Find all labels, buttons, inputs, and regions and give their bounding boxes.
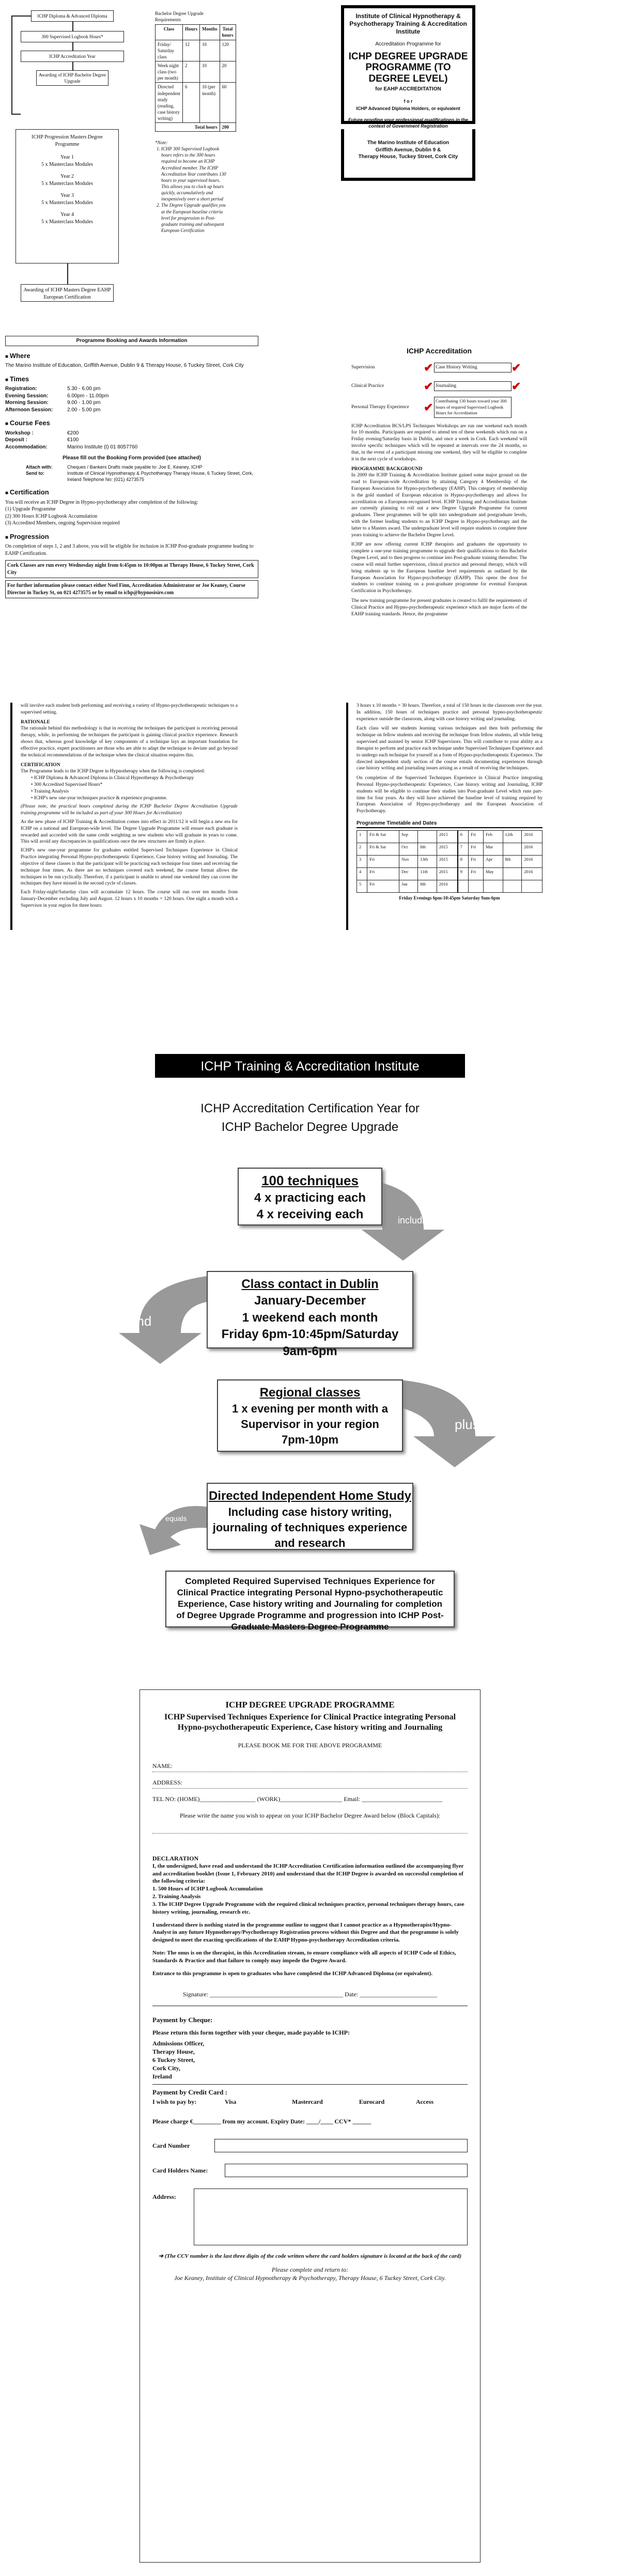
booking-header: Programme Booking and Awards Information [5, 336, 258, 346]
list-item: • 300 Accredited Supervised Hours* [31, 782, 238, 788]
cover-programme-label: Accreditation Programme for [375, 41, 441, 47]
check-icon: ✔ [424, 361, 433, 374]
cover-for-label: f o r [404, 98, 413, 104]
address-label: ADDRESS: [152, 1779, 183, 1787]
flow-box-diploma: ICHP Diploma & Advanced Diploma [31, 10, 114, 22]
accreditation-item: Journaling [434, 381, 512, 391]
background-body: The new training programme for present graduates is created to fulfil the requirements of Clinical Practice and Hypno-psychotherapeutic experience which are major facets of the EAHP training standards. Hence, the programme [351, 598, 527, 617]
timetable-cell [503, 843, 522, 855]
accreditation-item: Case History Writing [434, 363, 512, 373]
fee-label: Accommodation: [5, 444, 48, 450]
list-item: • Training Analysis [31, 788, 238, 795]
timetable-cell: 6 [458, 830, 469, 843]
booking-panel [5, 336, 258, 598]
cover-holders: ICHP Advanced Diploma Holders, or equivalent [356, 105, 460, 111]
timetable-cell: 8th [418, 880, 437, 892]
cover-address [341, 129, 475, 181]
cover-title: ICHP DEGREE UPGRADE PROGRAMME (TO DEGREE LEVEL) [348, 51, 468, 85]
flow-box-accreditation-year: ICHP Accreditation Year [21, 51, 124, 62]
send-text: Institute of Clinical Hypnotherapy & Psychotherapy Therapy House, 6 Tuckey Street, Cork, Ireland Telephone No: (021) 4273575 [67, 470, 254, 482]
year-label: Year 1 [60, 154, 74, 160]
timetable-cell: May [484, 867, 503, 880]
panel-heading: Directed Independent Home Study [208, 1489, 412, 1503]
accreditation-title: ICHP Accreditation [406, 347, 472, 355]
panel-line: Including case history writing, journaling of techniques experience and research [212, 1506, 408, 1549]
timetable-cell: 8 [458, 855, 469, 867]
page-1 [0, 0, 620, 129]
accreditation-item: Supervision [351, 365, 375, 370]
cork-note: Cork Classes are run every Wednesday night from 6:45pm to 10:00pm at Therapy House, 6 Tuckey Street, Cork City [5, 560, 258, 578]
progression-year [20, 192, 114, 206]
address-field[interactable] [152, 1778, 468, 1789]
card-wish-label: I wish to pay by: [152, 2098, 197, 2106]
total-label: Total hours [156, 123, 220, 132]
timetable-cell: 11th [418, 867, 437, 880]
holder-row [152, 2164, 468, 2177]
timetable-cell [522, 880, 542, 892]
table-header: Months [200, 25, 220, 40]
certification-title: CERTIFICATION [21, 762, 60, 768]
body-text: 3 hours x 10 months = 30 hours. Therefore, a total of 150 hours in the classroom over the year. In addition, 150 hours of techniques practice and personal hypno-psychotherapeutic experience outside the classroom, along with case history writing and journaling. [357, 703, 542, 722]
attach-label: Attach with: [26, 464, 53, 470]
year-label: Year 4 [60, 212, 74, 218]
tel-field[interactable]: TEL NO: (HOME)__________________ (WORK)____________________ Email: __________________________ [152, 1795, 443, 1803]
timetable-footer: Friday Evenings 6pm-10:45pm Saturday 9am-6pm [399, 895, 500, 901]
timetable-cell: 2016 [522, 830, 542, 843]
year-modules: 5 x Masterclass Modules [41, 219, 93, 225]
accreditation-row [351, 397, 527, 417]
time-value: 6.00pm - 11.00pm [67, 393, 109, 399]
table-cell: 12 [182, 40, 199, 61]
timetable-cell: 8th [418, 843, 437, 855]
accreditation-item: Personal Therapy Experience [351, 405, 409, 410]
form-book-line: PLEASE BOOK ME FOR THE ABOVE PROGRAMME [238, 1741, 382, 1749]
panel-heading: Class contact in Dublin [241, 1277, 379, 1291]
card-address-label: Address: [152, 2193, 176, 2201]
holder-field[interactable] [225, 2164, 468, 2177]
fees-title: ■ Course Fees [5, 418, 258, 428]
table-row [156, 61, 236, 82]
signature-field[interactable]: Signature: ___________________________________________ Date: _________________________ [182, 1990, 438, 1998]
holder-label: Card Holders Name: [152, 2167, 208, 2175]
timetable-row [357, 830, 542, 843]
form-subtitle: ICHP Supervised Techniques Experience for Clinical Practice integrating Personal Hypno-psychotherapeutic Experience, Case history writing and Journaling [164, 1712, 456, 1732]
attach-row [26, 464, 258, 483]
table-cell: 10 [200, 40, 220, 61]
address-line: Cork City, [152, 2065, 180, 2072]
panel-line: 7pm-10pm [281, 1433, 339, 1446]
year-label: Year 2 [60, 174, 74, 179]
timetable-cell: 8th [503, 855, 522, 867]
flow-connector [11, 15, 31, 17]
flow-connector [72, 22, 73, 31]
year-modules: 5 x Masterclass Modules [41, 180, 93, 187]
timetable-cell [503, 867, 522, 880]
background-title: PROGRAMME BACKGROUND [351, 466, 423, 472]
declaration-intro: I, the undersigned, have read and understand the ICHP Accreditation Certification information outlined the accompanying flyer and accreditation booklet (Issue 1, February 2010) and understand that the ICHP Degree is awarded on successful completion of the following criteria: [152, 1863, 464, 1885]
card-number-field[interactable] [214, 2139, 468, 2152]
timetable-row [357, 867, 542, 880]
accreditation-panel [351, 346, 527, 617]
timetable-cell: 2015 [437, 867, 457, 880]
card-title: Payment by Credit Card : [152, 2088, 227, 2096]
progression-year [20, 211, 114, 225]
card-number-row [152, 2139, 468, 2152]
timetable-cell: 9 [458, 867, 469, 880]
arrow-right-icon: ➔ [158, 2253, 165, 2260]
timetable-cell: Fri [469, 843, 484, 855]
booking-form [140, 1689, 481, 2563]
timetable-cell: Fri [469, 830, 484, 843]
timetable-cell: 1 [357, 830, 367, 843]
flow-connector [11, 15, 12, 114]
time-label: Afternoon Session: [5, 407, 53, 413]
check-icon: ✔ [512, 379, 521, 393]
card-options [152, 2098, 468, 2106]
fees-list [5, 430, 258, 451]
table-cell: Directed independent study (reading, case history writing) [156, 83, 183, 123]
table-header-row [156, 25, 236, 40]
notes-block [155, 139, 227, 234]
arrow-shape-plus [393, 1379, 496, 1467]
table-row [156, 40, 236, 61]
timetable-cell: Nov [399, 855, 418, 867]
send-label: Send to: [26, 470, 44, 476]
table-header: Class [156, 25, 183, 40]
timetable-cell: Fri [367, 867, 399, 880]
panel-line: 1 x evening per month with a Supervisor in your region [232, 1402, 388, 1431]
where-title: ■ Where [5, 351, 258, 361]
address-line: Griffith Avenue, Dublin 9 & [375, 147, 441, 153]
page3-left-column [21, 703, 238, 909]
page4-title-line2: ICHP Bachelor Degree Upgrade [221, 1120, 399, 1134]
timetable-cell: 2016 [522, 867, 542, 880]
attach-text: Cheques / Bankers Drafts made payable to: Joe E. Keaney, ICHP [67, 464, 203, 470]
timetable-cell: Fri [469, 855, 484, 867]
table-cell: 10 [200, 61, 220, 82]
table-cell: 20 [220, 61, 236, 82]
times-title: ■ Times [5, 375, 258, 384]
card-address-field[interactable] [194, 2189, 468, 2245]
flow-connector [67, 263, 68, 284]
timetable-row [357, 880, 542, 892]
timetable-cell: Sep [399, 830, 418, 843]
note-item: 1. ICHP 300 Supervised Logbook hours refers to the 300 hours required to become an ICHP Accredited member. The ICHP Accreditation Year contributes 130 hours to your supervised hours. This allows you to clock up hours quickly, accumulatively and inexpensively over a short period [161, 146, 227, 202]
declaration-title: DECLARATION [152, 1854, 199, 1862]
body-text: Each class will see students learning various techniques and then both performing the technique on fellow students and receiving the technique from fellow students, all while being supervised and assisted by senior ICHP Supervisors. This will contribute to your ability as a therapist to perform and practice each technique under Supervised Techniques Experience and to undergo each technique for yourself as a form of Hypno-psychotherapeutic Experience. The directed independent study section of the course entails documenting experiences through case history writing and journaling issues arising as a result of receiving the techniques. [357, 726, 542, 771]
timetable-cell: Apr [484, 855, 503, 867]
requirements-table [155, 24, 236, 132]
card-number-label: Card Number [152, 2142, 190, 2150]
card-address-row [152, 2189, 468, 2245]
page4-title-line1: ICHP Accreditation Certification Year for [200, 1101, 420, 1115]
address-line: 6 Tuckey Street, [152, 2056, 195, 2063]
check-icon: ✔ [424, 400, 433, 414]
progression-year [20, 154, 114, 168]
masters-programme-title: ICHP Progression Masters Degree Programme [32, 134, 103, 147]
accreditation-body: ICHP Accreditation BCS/LPS Techniques Workshops are run one weekend each month for 10 months. Participants are required to attend ten of these weekends which run on a Friday evening/Saturday basis in Dublin, and once a week in Cork. Each weekend will involve specific techniques which will be repeated at intervals over the 24 months, so that, in the event of a participant missing one weekend, they will be eligible to complete it in the next cycle of workshops. [351, 423, 527, 462]
address-line: Ireland [152, 2073, 172, 2081]
panel-class-contact [207, 1271, 413, 1358]
card-option-visa[interactable]: Visa [225, 2098, 237, 2106]
ccv-note-text: (The CCV number is the last three digits of the code written where the card holders signature is located at the back of the card) [164, 2253, 462, 2260]
accreditation-item: Clinical Practice [351, 383, 384, 389]
requirements-block [155, 10, 234, 132]
name-field[interactable] [152, 1762, 468, 1772]
table-cell: 120 [220, 40, 236, 61]
flow-connector [72, 62, 73, 70]
page3-right-column [357, 703, 542, 901]
panel-line: 4 x receiving each [256, 1207, 364, 1222]
declaration-text: Entrance to this programme is open to graduates who have completed the ICHP Advanced Diploma (or equivalent). [152, 1970, 432, 1977]
further-info: For further information please contact either Noel Finn, Accreditation Administrator or Joe Keaney, Course Director in Tuckey St, on 021 4273575 or by email to ichp@hypnosisire.com [5, 580, 258, 598]
year-label: Year 3 [60, 193, 74, 198]
timetable-cell: 5 [357, 880, 367, 892]
table-row [156, 83, 236, 123]
cover-box [341, 5, 475, 129]
check-icon: ✔ [424, 379, 433, 393]
timetable-cell: 7 [458, 843, 469, 855]
timetable-cell: Fri [367, 855, 399, 867]
progression-text: On completion of steps 1, 2 and 3 above, you will be eligible for inclusion in ICHP Post-graduate programme leading to EAHP Certification. [5, 544, 254, 556]
card-option-mastercard[interactable]: Mastercard [292, 2098, 323, 2106]
page-3 [0, 692, 620, 935]
rationale-title: RATIONALE [21, 719, 50, 725]
table-cell: 6 [182, 83, 199, 123]
timetable-cell: Fri [469, 867, 484, 880]
requirements-title: Bachelor Degree Upgrade Requirements [155, 11, 204, 23]
table-cell: 10 (per month) [200, 83, 220, 123]
left-rule [10, 703, 12, 930]
flow-box-logbook: 300 Supervised Logbook Hours* [21, 31, 124, 42]
timetable-cell: 2015 [437, 843, 457, 855]
fee-label: Deposit : [5, 437, 27, 443]
right-rule [346, 703, 348, 930]
total-value: 200 [220, 123, 236, 132]
timetable-cell: Fri & Sat [367, 843, 399, 855]
flow-box-masters-programme [16, 129, 119, 263]
declaration-item: 3. The ICHP Degree Upgrade Programme with the required clinical techniques practice, personal techniques therapy hours, case history writing, journaling, research etc. [152, 1901, 464, 1915]
fee-value: €200 [67, 430, 79, 436]
panel-regional [217, 1379, 403, 1452]
notes-label: *Note: [155, 140, 168, 145]
times-list [5, 385, 258, 413]
panel-completed: Completed Required Supervised Techniques Experience for Clinical Practice integrating Personal Hypno-psychotherapeutic Experience, Case history writing and Journaling for completion of Degree Upgrade Programme and progression into ICHP Post-Graduate Masters Degree Programme [165, 1571, 455, 1627]
award-name-note: Please write the name you wish to appear on your ICHP Bachelor Degree Award below (Block Capitals): [179, 1812, 441, 1820]
cheque-title: Payment by Cheque: [152, 2015, 213, 2024]
charge-line[interactable]: Please charge €_________ from my account. Expiry Date: ____/____ CCV* ______ [152, 2118, 371, 2125]
progression-year [20, 173, 114, 187]
accreditation-row [351, 360, 527, 376]
body-text: ICHP's new one-year programme for graduates entitled Supervised Techniques Experience in Clinical Practice integrating Personal Hypno-psychotherapeutic Experience, Case history writing and Journaling. The objective of these classes is that the participant will be practicing each technique four times and receiving the technique four times. As there are no techniques covered each weekend, the course format allows the techniques to be run cyclically. Therefore, if a participant is unable to attend one weekend they can cover the techniques they have missed in the second cycle of classes. [21, 848, 238, 887]
body-text: On completion of the Supervised Techniques Experience in Clinical Practice integrating Personal Hypno-psychotherapeutic Experience, Case history writing and Journaling, ICHP students will be eligible to continue their studies into Post-graduate Level which runs part-time for four years. As they will have achieved the baseline level of training required by European Association of Hypno-psychotherapy and the European Association of Psychotherapy. [357, 775, 542, 814]
card-option-eurocard[interactable]: Eurocard [359, 2098, 385, 2106]
certification-list [31, 775, 238, 801]
flow-box-bachelor-award: Awarding of ICHP Bachelor Degree Upgrade [36, 70, 109, 86]
certification-intro: The Programme leads to the ICHP Degree in Hypnotherapy when the following is completed: [21, 769, 205, 774]
divider [152, 2084, 468, 2085]
cover-institute: Institute of Clinical Hypnotherapy & Psychotherapy Training & Accreditation Institute [349, 12, 467, 35]
certification-note: (Please note, the practical hours completed during the ICHP Bachelor Degree Accreditation Upgrade training programme will be included as part of your 300 Hours for Accreditation) [21, 804, 238, 816]
timetable-cell: Jan [399, 880, 418, 892]
panel-home-study [207, 1483, 413, 1550]
address-line: The Marino Institute of Education [367, 140, 450, 146]
timetable-cell [458, 880, 469, 892]
timetable-cell: Fri [367, 880, 399, 892]
card-option-access[interactable]: Access [416, 2098, 433, 2106]
arrow-label-including: including [398, 1215, 435, 1225]
rationale-text: The rationale behind this methodology is that in receiving the techniques the participant is receiving personal therapy, while, in performing the techniques the participant is gaining clinical practice experience. Research shows that, whereas good knowledge of key components of a technique lays an important foundation for effective practice, expert practitioners are those who are able to adapt the technique to deviate and go beyond the technical recommendations of the technique when the clinical situation requires this. [21, 726, 238, 758]
panel-heading: Regional classes [259, 1386, 361, 1400]
cover-tagline: Future proofing your professional qualifications in the context of Government Registration [348, 117, 469, 129]
table-cell: 60 [220, 83, 236, 123]
background-body: ICHP are now offering current ICHP therapists and graduates the opportunity to complete a one-year training programme to upgrade their qualifications to this Bachelor Degree Level, and to then progress to continue into Post-graduate training thereafter. The course will entail further supervision, clinical practice and personal therapy, which will bring students up to the European baseline level requirements as outlined by the European Association for Hypno-psychotherapy (EAHP). This opens the door for students to continue training on a post-graduate programme for eventual European Certification in Psychotherapy. [351, 542, 527, 594]
timetable-cell: Oct [399, 843, 418, 855]
cheque-text: Please return this form together with your cheque, made payable to ICHP: [152, 2029, 350, 2037]
timetable-cell: 13th [418, 855, 437, 867]
timetable-cell: Mar [484, 843, 503, 855]
flow-box-masters-award: Awarding of ICHP Masters Degree EAHP European Certification [21, 284, 114, 302]
timetable-row [357, 843, 542, 855]
timetable-title: Programme Timetable and Dates [357, 820, 542, 828]
where-text: The Marino Institute of Education, Griffith Avenue, Dublin 9 & Therapy House, 6 Tuckey Street, Cork City [5, 363, 244, 369]
timetable-cell [469, 880, 484, 892]
arrow-label-plus: plus [455, 1417, 479, 1432]
certification-title: ■ Certification [5, 488, 258, 497]
address-line: Therapy House, Tuckey Street, Cork City [358, 154, 458, 160]
arrow-label-and: and [129, 1313, 152, 1329]
progression-title: ■ Progression [5, 532, 258, 541]
timetable-cell: 12th [503, 830, 522, 843]
time-label: Registration: [5, 386, 37, 392]
certification-item: (2) 300 Hours ICHP Logbook Accumulation [5, 513, 98, 519]
accreditation-item: Contributing 130 hours toward your 300 hours of required Supervised Logbook Hours for Accreditation [434, 397, 512, 417]
background-body: In 2009 the ICHP Training & Accreditation Institute gained some major ground on the road to European-wide Accreditation by attaining Category 4 Membership of the European Association for Hypno-psychotherapy (EAHP). This category of membership is the gold standard of European education in Hypno-psychotherapy and allows for accreditation on a European-recognised level. ICHP Training and Accreditation Institute are currently planning to roll out a new Degree Upgrade Programme for current graduates. These programmes will be split into undergraduate and postgraduate levels, with the former leading students to an ICHP Degree in Hypno-psychotherapy and the latter to a Masters award. The undergraduate level will require students to complete three years training to achieve the Bachelor Degree Level. [351, 473, 527, 538]
note-item: 2. The Degree Upgrade qualifies you at the European baseline criteria level for progression to Post-graduate training and subsequent European Certification [161, 202, 227, 234]
table-header: Hours [182, 25, 199, 40]
body-text: As the new phase of ICHP Training & Accreditation comes into effect in 2011/12 it will begin a new era for ICHP on a national and European-wide level. The Degree Upgrade Programme will ensure each graduate is rewarded and accorded with the same credit weighting as new students who will graduate in years to come. This will avoid any discrepancies in qualifications once the new structures are firmly in place. [21, 819, 238, 845]
timetable-cell [503, 880, 522, 892]
timetable-cell: 4 [357, 867, 367, 880]
certification-item: (1) Upgrade Programme [5, 506, 56, 513]
address-line: Admissions Officer, [152, 2039, 205, 2047]
panel-line: Friday 6pm-10:45pm/Saturday 9am-6pm [221, 1327, 399, 1358]
flow-connector [11, 114, 21, 115]
time-value: 2.00 - 5.00 pm [67, 407, 101, 413]
time-value: 5.30 - 6.00 pm [67, 386, 101, 392]
timetable-cell: 2 [357, 843, 367, 855]
body-text: Each Friday-night/Saturday class will accumulate 12 hours. The course will run over ten months from January-December excluding July and August. 12 hours x 10 months = 120 hours. One night a month with a Supervisor in your region for three hours: [21, 890, 238, 908]
table-cell: Week night class (two per month) [156, 61, 183, 82]
panel-line: 1 weekend each month [242, 1310, 378, 1325]
cover-for-eahp: for EAHP ACCREDITATION [375, 86, 441, 92]
timetable-cell: 3 [357, 855, 367, 867]
timetable-cell [418, 830, 437, 843]
accreditation-row [351, 379, 527, 394]
timetable-cell: 2015 [437, 855, 457, 867]
timetable [357, 830, 542, 893]
certification-item: (3) Accredited Members, ongoing Supervision required [5, 520, 120, 526]
award-name-field[interactable] [152, 1832, 468, 1834]
table-cell: Friday/ Saturday class [156, 40, 183, 61]
page-4 [0, 1044, 620, 1643]
time-label: Morning Session: [5, 400, 49, 406]
declaration-text: Note: The onus is on the therapist, in this Accreditation stream, to ensure compliance with all aspects of ICHP Code of Ethics, Standards & Practice and that failure to comply may impede the Degree Award. [152, 1950, 456, 1964]
year-modules: 5 x Masterclass Modules [41, 161, 93, 167]
timetable-cell [484, 880, 503, 892]
name-label: NAME: [152, 1762, 173, 1770]
timetable-cell: 2015 [437, 830, 457, 843]
panel-line: January-December [254, 1294, 366, 1308]
certification-text: You will receive an ICHP Degree in Hypno-psychotherapy after completion of the following: [5, 499, 198, 505]
timetable-cell: 2016 [522, 855, 542, 867]
fee-value: €100 [67, 437, 79, 443]
fee-label: Workshop : [5, 430, 34, 436]
admissions-address [152, 2039, 468, 2081]
timetable-row [357, 855, 542, 867]
panel-heading: 100 techniques [261, 1173, 359, 1188]
fee-value: Marino Institute (t) 01 8057760 [67, 444, 138, 450]
time-label: Evening Session: [5, 393, 49, 399]
arrow-label-equals: equals [165, 1514, 187, 1523]
address-line: Therapy House, [152, 2047, 195, 2055]
list-item: • ICHP Diploma & Advanced Diploma in Clinical Hypnotherapy & Psychotherapy [31, 775, 238, 782]
declaration-item: 1. 500 Hours of ICHP Logbook Accumulation [152, 1886, 263, 1892]
year-modules: 5 x Masterclass Modules [41, 199, 93, 206]
return-instruction: Please complete and return to: [271, 2266, 349, 2274]
declaration-text: I understand there is nothing stated in the programme outline to suggest that I cannot practice as a Hypnotherapist/Hypno-Analyst in any future Hypnotherapy/Psychotherapy Registration process without this Degree and that the programme is solely designed to meet the exacting specifications of the EAHP Hypno-psychotherapy Accreditation criteria. [152, 1921, 459, 1944]
training-banner: ICHP Training & Accreditation Institute [155, 1054, 465, 1078]
check-icon: ✔ [512, 361, 521, 374]
ccv-note [152, 2253, 468, 2260]
declaration-item: 2. Training Analysis [152, 1894, 201, 1900]
timetable-cell: Dec [399, 867, 418, 880]
page-2 [0, 320, 620, 617]
table-header: Total hours [220, 25, 236, 40]
timetable-cell: 2016 [522, 843, 542, 855]
return-address: Joe Keaney, Institute of Clinical Hypnotherapy & Psychotherapy, Therapy House, 6 Tuckey Street, Cork City. [174, 2274, 446, 2282]
timetable-cell: 2016 [437, 880, 457, 892]
form-title: ICHP DEGREE UPGRADE PROGRAMME [225, 1700, 395, 1710]
timetable-cell: Fri & Sat [367, 830, 399, 843]
timetable-cell: Feb [484, 830, 503, 843]
panel-line: 4 x practicing each [254, 1191, 366, 1205]
table-cell: 2 [182, 61, 199, 82]
panel-techniques [238, 1168, 382, 1225]
body-text: will involve each student both performing and receiving a variety of Hypno-psychotherapeutic techniques to a supervised setting. [21, 703, 238, 715]
booking-note: Please fill out the Booking Form provided (see attached) [63, 455, 201, 461]
list-item: • ICHP's new one-year techniques practice & experience programme. [31, 795, 238, 802]
flow-connector [72, 42, 73, 51]
time-value: 9.00 - 1.00 pm [67, 400, 101, 406]
